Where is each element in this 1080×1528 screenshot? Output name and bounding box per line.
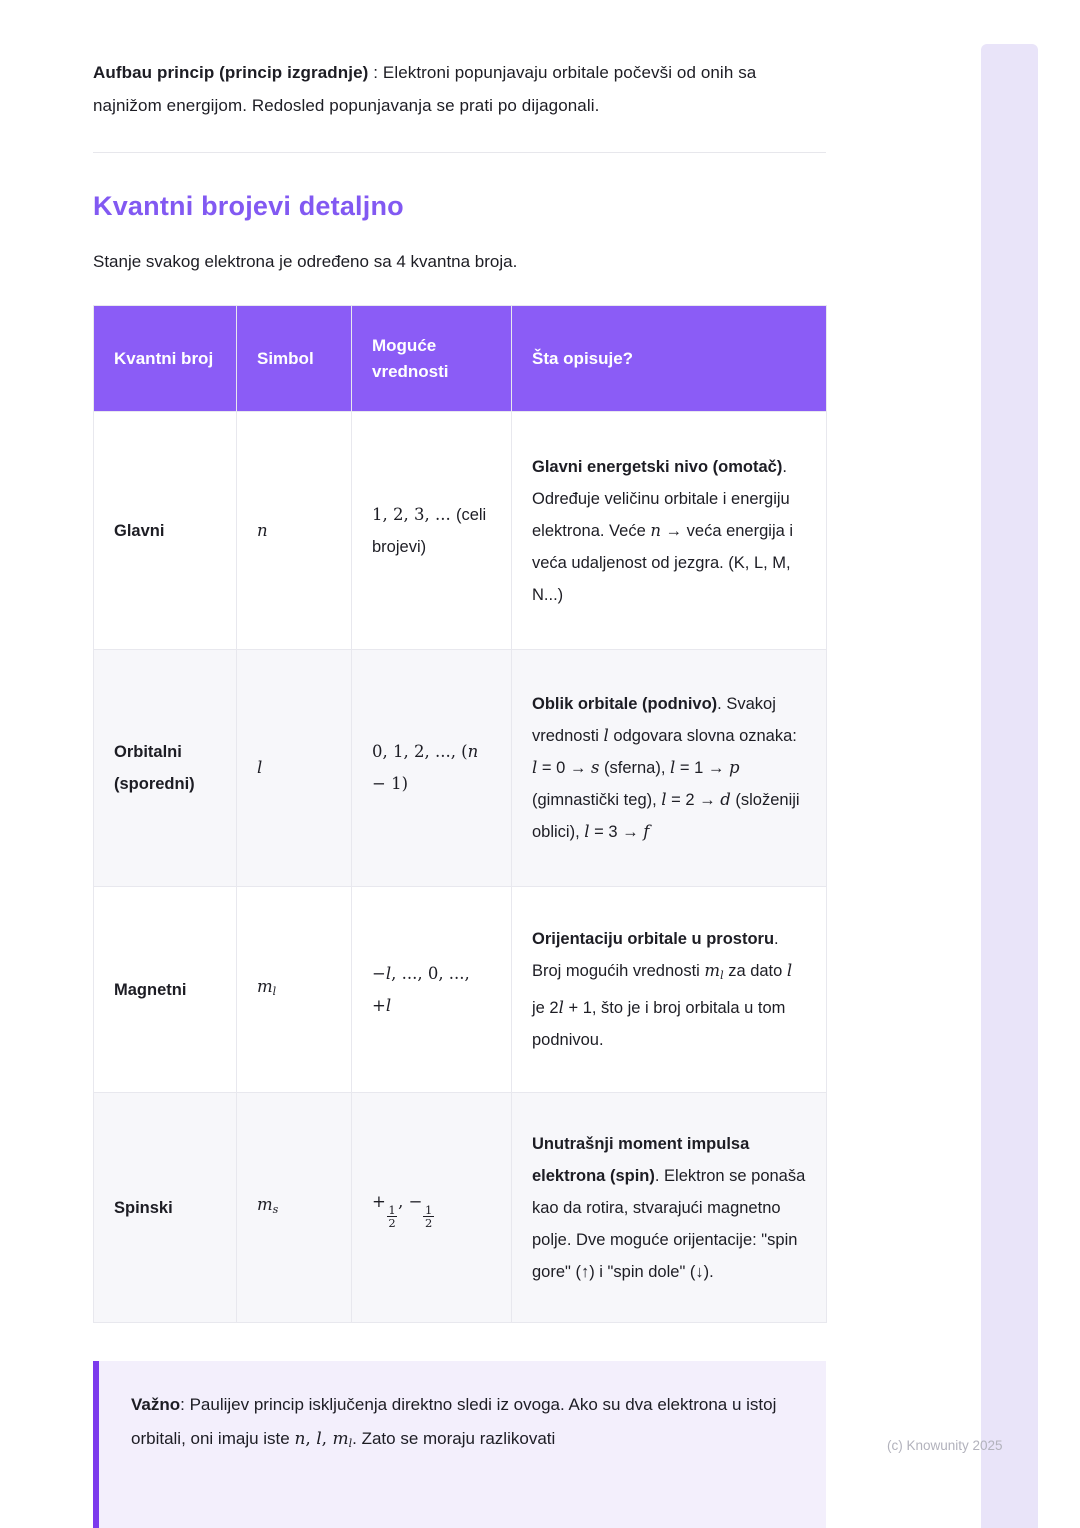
row-symbol-cell: ml [237,887,352,1093]
header-cell-kvantni-broj: Kvantni broj [94,306,237,412]
page-content [93,56,826,1528]
row-description-cell: Orijentaciju orbitale u prostoru. Broj mogućih vrednosti ml za dato l je 2l + 1, što je i broj orbitala u tom podnivou. [512,887,827,1093]
intro-paragraph: Aufbau princip (princip izgradnje) : Elektroni popunjavaju orbitale počevši od onih sa najnižom energijom. Redosled popunjavanja se prati po dijagonali. [93,63,757,115]
header-cell-sta-opisuje: Šta opisuje? [512,306,827,412]
row-description-cell: Unutrašnji moment impulsa elektrona (spin). Elektron se ponaša kao da rotira, stvarajući magnetno polje. Dve moguće orijentacije: "spin gore" (↑) i "spin dole" (↓). [512,1093,827,1323]
callout-text: Važno: Paulijev princip isključenja direktno sledi iz ovoga. Ako su dva elektrona u istoj orbitali, oni imaju iste n, l, ml. Zato se moraju razlikovati [131,1395,777,1450]
header-cell-simbol: Simbol [237,306,352,412]
row-symbol-cell: l [237,650,352,887]
row-name-cell: Glavni [94,412,237,650]
section-lead-paragraph: Stanje svakog elektrona je određeno sa 4 kvantna broja. [93,252,518,271]
table-header-row [94,306,827,412]
row-values-cell: 0, 1, 2, ..., (n − 1) [352,650,512,887]
next-page-preview-strip[interactable] [981,44,1038,1528]
table-row-magnetni [94,887,827,1093]
row-name-cell: Magnetni [94,887,237,1093]
important-callout [93,1361,826,1528]
row-values-cell: 1, 2, 3, ... (celi brojevi) [352,412,512,650]
table-row-glavni [94,412,827,650]
row-description-cell: Oblik orbitale (podnivo). Svakoj vrednosti l odgovara slovna oznaka: l = 0 → s (sferna), l = 1 → p (gimnastički teg), l = 2 → d (složeniji oblici), l = 3 → f [512,650,827,887]
section-divider [93,152,826,153]
row-symbol-cell: n [237,412,352,650]
row-description-cell: Glavni energetski nivo (omotač). Određuje veličinu orbitale i energiju elektrona. Veće n → veća energija i veća udaljenost od jezgra. (K, L, M, N...) [512,412,827,650]
row-name-cell: Orbitalni (sporedni) [94,650,237,887]
row-name-cell: Spinski [94,1093,237,1323]
quantum-numbers-table [93,305,827,1323]
table-row-orbitalni [94,650,827,887]
row-symbol-cell: ms [237,1093,352,1323]
section-heading: Kvantni brojevi detaljno [93,191,404,221]
copyright-note: (c) Knowunity 2025 [887,1438,1003,1453]
row-values-cell: + $\frac{1}{2}$ , − $\frac{1}{2}$ [352,1093,512,1323]
header-cell-moguce-vrednosti: Moguće vrednosti [352,306,512,412]
table-row-spinski [94,1093,827,1323]
row-values-cell: −l, ..., 0, ..., +l [352,887,512,1093]
